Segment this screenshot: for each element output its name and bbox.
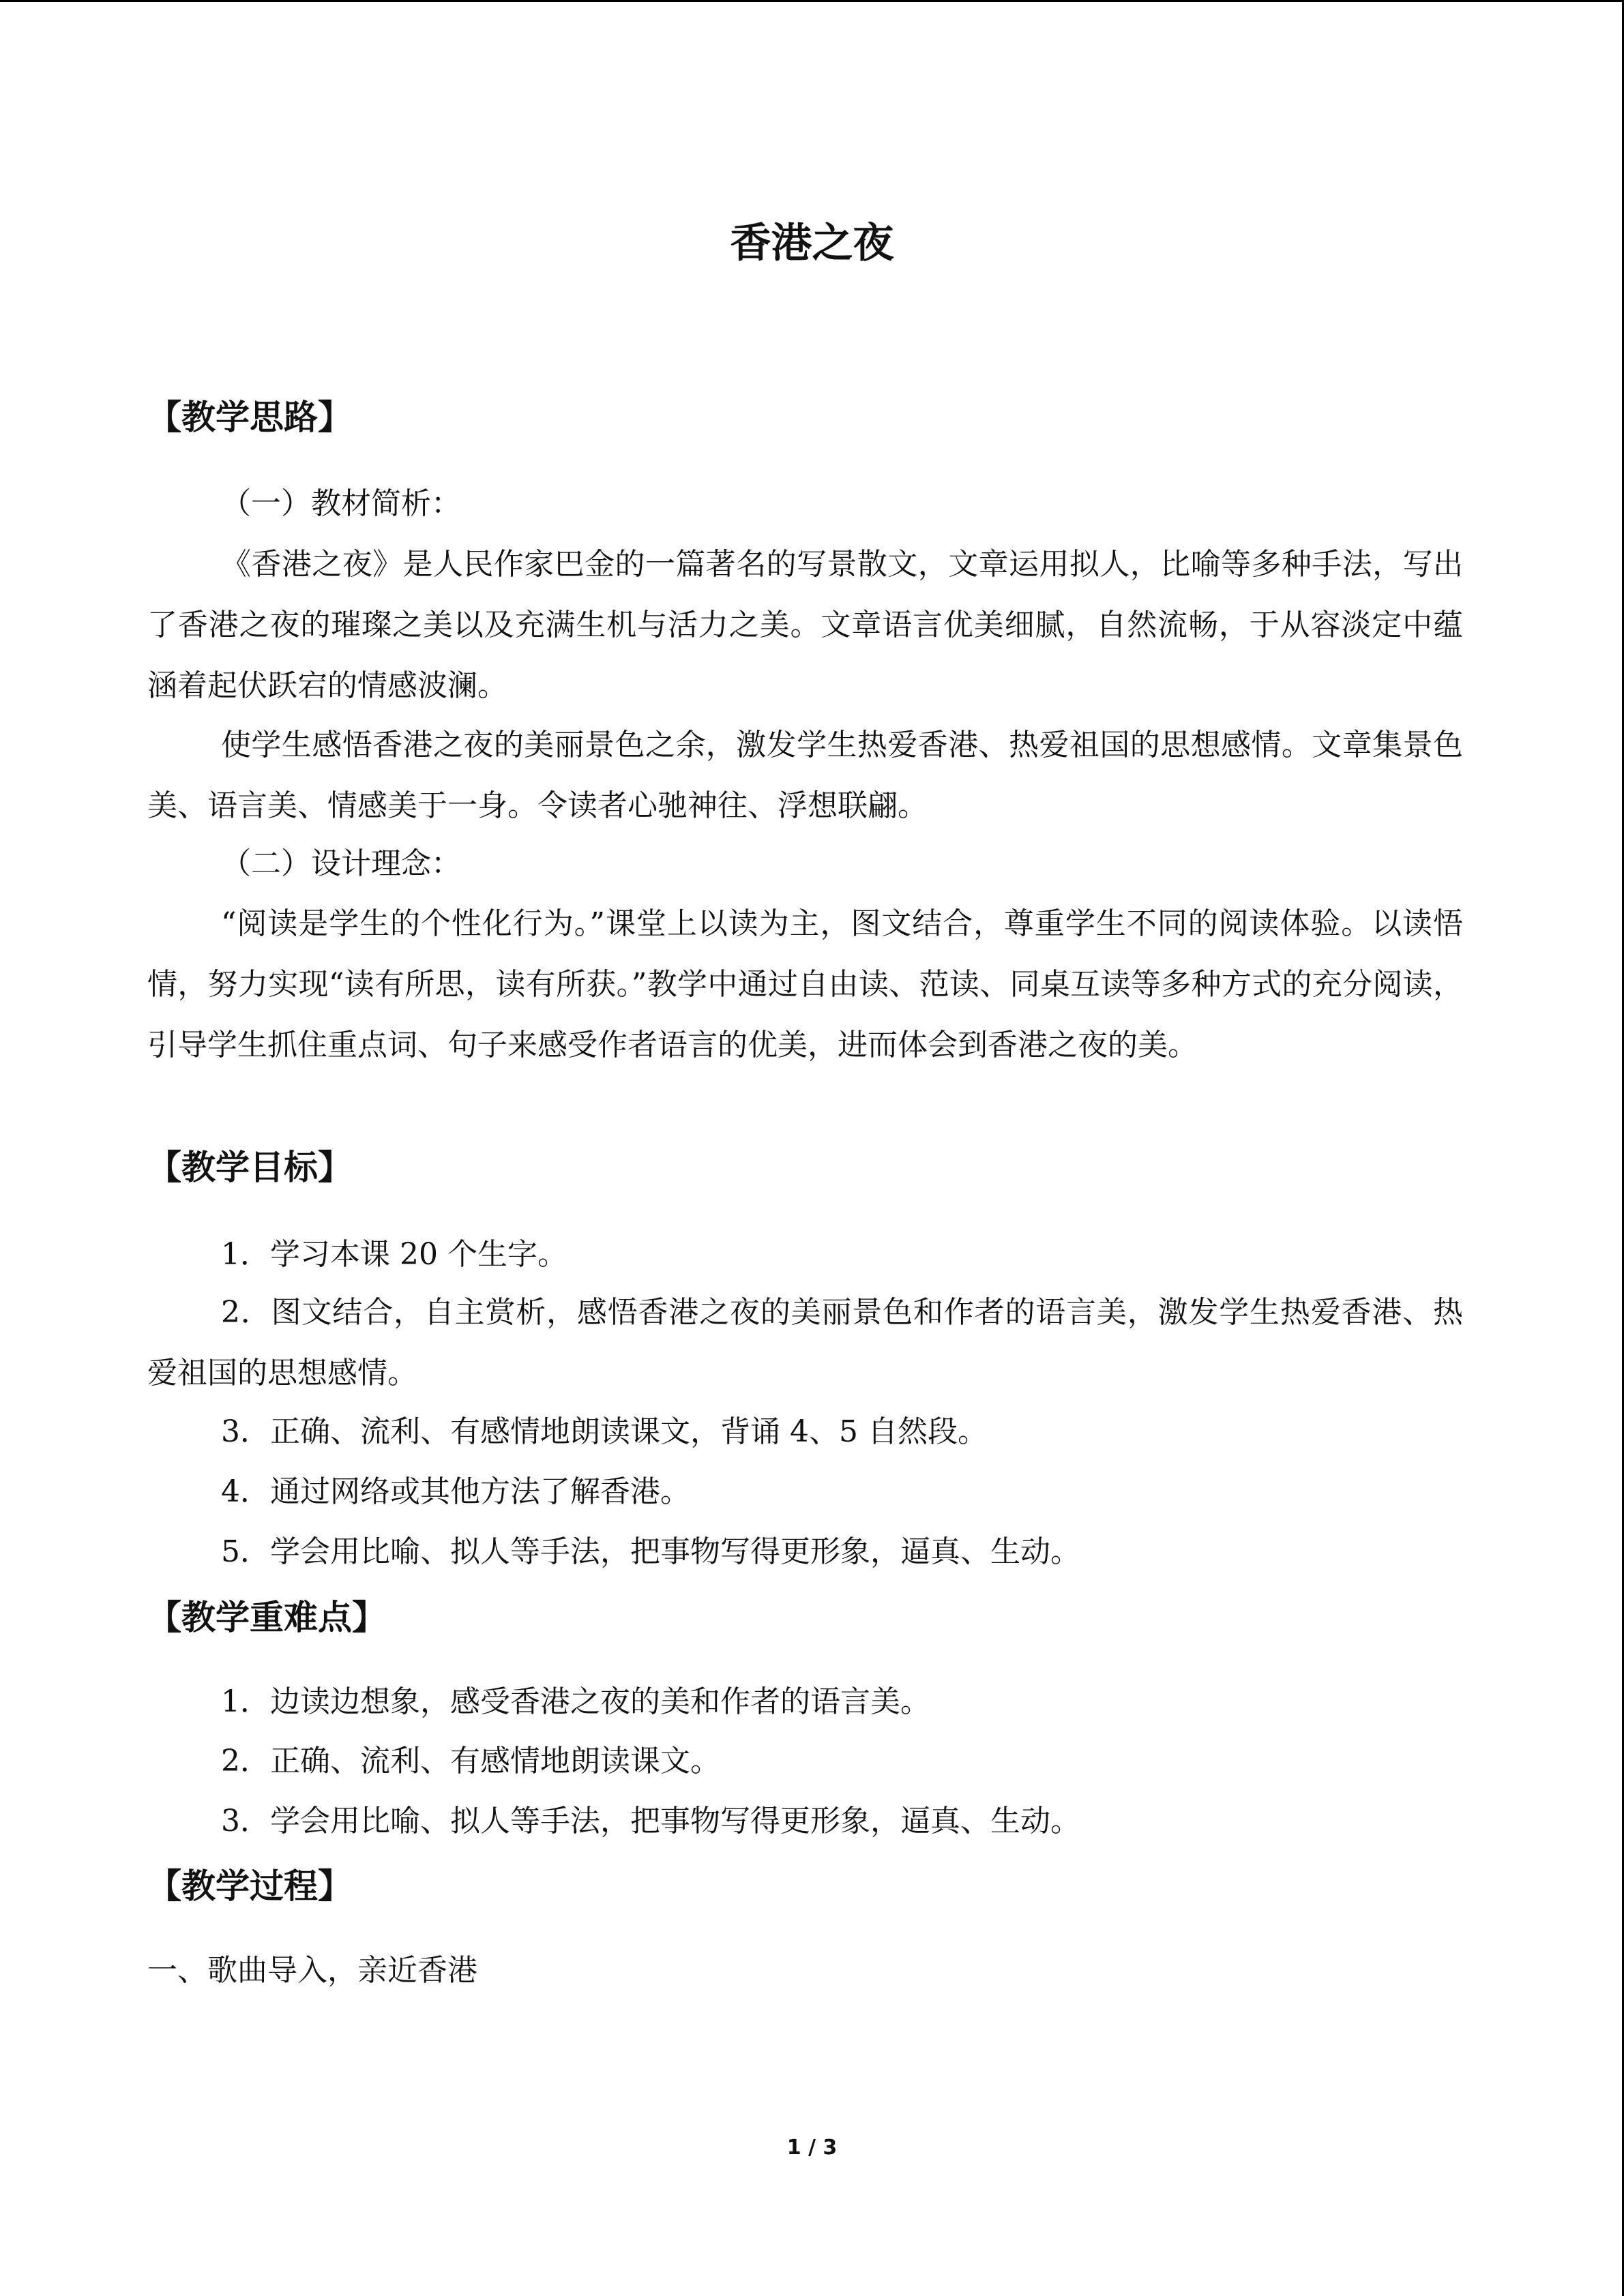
goal-item: 5．学会用比喻、拟人等手法，把事物写得更形象，逼真、生动。 — [221, 1534, 1080, 1569]
subsection-label-analysis: （一）教材简析： — [221, 486, 461, 521]
section-heading-process: 【教学过程】 — [147, 1866, 352, 1906]
page-number: 1 / 3 — [786, 2136, 838, 2160]
key-point-item: 1．边读边想象，感受香港之夜的美和作者的语言美。 — [221, 1684, 930, 1719]
section-heading-thinking: 【教学思路】 — [147, 398, 352, 437]
process-step-heading: 一、歌曲导入，亲近香港 — [147, 1953, 477, 1988]
goal-item: 4．通过网络或其他方法了解香港。 — [221, 1474, 690, 1509]
goal-item: 1．学习本课 20 个生字。 — [221, 1237, 567, 1272]
paragraph-goal-summary: 使学生感悟香港之夜的美丽景色之余，激发学生热爱香港、热爱祖国的思想感情。文章集景色美、语言美、情感美于一身。令读者心驰神往、浮想联翩。 — [147, 728, 1463, 823]
key-point-item: 2．正确、流利、有感情地朗读课文。 — [221, 1744, 720, 1778]
document-title: 香港之夜 — [730, 220, 894, 267]
paragraph-design-concept: “阅读是学生的个性化行为。”课堂上以读为主，图文结合，尊重学生不同的阅读体验。以读悟情，努力实现“读有所思，读有所获。”教学中通过自由读、范读、同桌互读等多种方式的充分阅读，引导学生抓住重点词、句子来感受作者语言的优美，进而体会到香港之夜的美。 — [147, 906, 1463, 1062]
goal-item: 2．图文结合，自主赏析，感悟香港之夜的美丽景色和作者的语言美，激发学生热爱香港、热爱祖国的思想感情。 — [147, 1295, 1463, 1390]
page-border-top — [0, 0, 1624, 2]
key-point-item: 3．学会用比喻、拟人等手法，把事物写得更形象，逼真、生动。 — [221, 1804, 1080, 1838]
section-heading-key-points: 【教学重难点】 — [147, 1598, 386, 1637]
subsection-label-design: （二）设计理念： — [221, 846, 461, 881]
goal-item: 3．正确、流利、有感情地朗读课文，背诵 4、5 自然段。 — [221, 1414, 988, 1449]
section-heading-goals: 【教学目标】 — [147, 1148, 352, 1187]
paragraph-analysis: 《香港之夜》是人民作家巴金的一篇著名的写景散文，文章运用拟人，比喻等多种手法，写出了香港之夜的璀璨之美以及充满生机与活力之美。文章语言优美细腻，自然流畅，于从容淡定中蕴涵着起伏跃宕的情感波澜。 — [147, 547, 1463, 703]
